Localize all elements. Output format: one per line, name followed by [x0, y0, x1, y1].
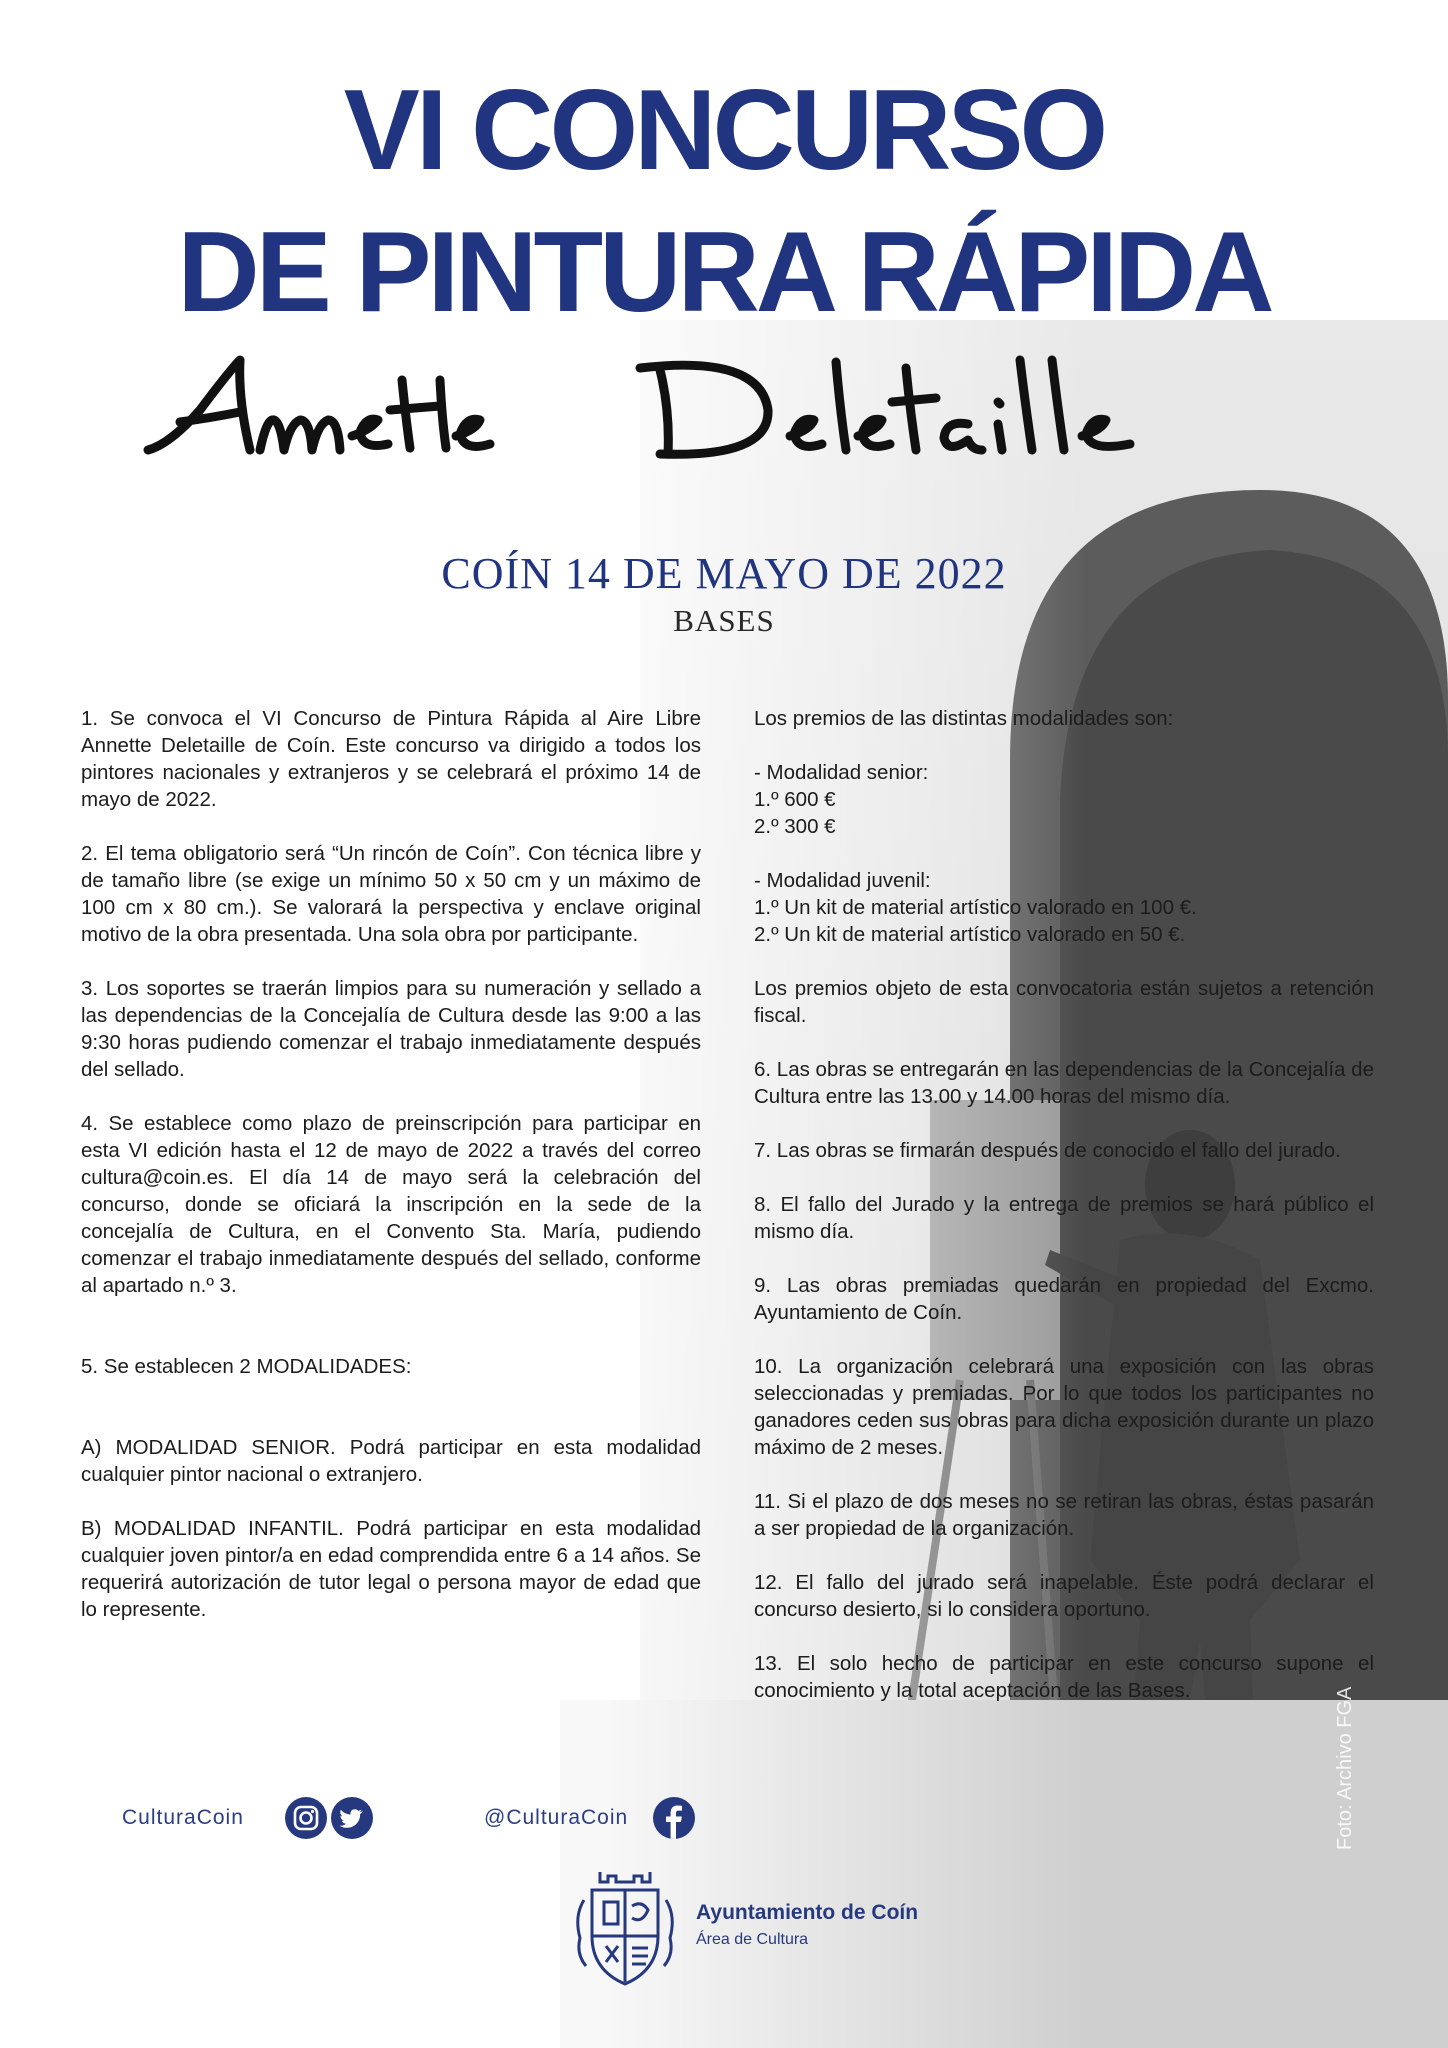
- rule-3: 3. Los soportes se traerán limpios para su numeración y sellado a las dependencias de la Concejalía de Cultura desde las 9:00 a las 9:30 horas pudiendo comenzar el trabajo inmediatamente después del sellado.: [81, 977, 701, 1081]
- rule-11: 11. Si el plazo de dos meses no se retiran las obras, éstas pasarán a ser propiedad de la organización.: [754, 1490, 1374, 1540]
- photo-credit: Foto: Archivo FGA: [1334, 1686, 1356, 1850]
- instagram-icon[interactable]: [284, 1796, 328, 1840]
- rule-9: 9. Las obras premiadas quedarán en propiedad del Excmo. Ayuntamiento de Coín.: [754, 1274, 1374, 1324]
- facebook-icon[interactable]: [652, 1796, 696, 1840]
- social-handle-culturacoin[interactable]: CulturaCoin: [122, 1806, 244, 1829]
- bases-heading: BASES: [673, 603, 775, 638]
- junior-heading: - Modalidad juvenil:: [754, 869, 931, 892]
- modality-senior: A) MODALIDAD SENIOR. Podrá participar en esta modalidad cualquier pintor nacional o extranjero.: [81, 1436, 701, 1486]
- rule-13: 13. El solo hecho de participar en este concurso supone el conocimiento y la total aceptación de las Bases.: [754, 1652, 1374, 1702]
- rule-6: 6. Las obras se entregarán en las dependencias de la Concejalía de Cultura entre las 13.00 y 14.00 horas del mismo día.: [754, 1058, 1374, 1108]
- title-line-2: DE PINTURA RÁPIDA: [177, 209, 1271, 336]
- rule-5: 5. Se establecen 2 MODALIDADES:: [81, 1355, 412, 1378]
- rule-4: 4. Se establece como plazo de preinscripción para participar en esta VI edición hasta el 12 de mayo de 2022 a través del correo cultura@coin.es. El día 14 de mayo será la celebración del concurso, donde se oficiará la inscripción en la sede de la concejalía de Cultura, en el Convento Sta. María, pudiendo comenzar el trabajo inmediatamente después del sellado, conforme al apartado n.º 3.: [81, 1112, 701, 1297]
- rule-2: 2. El tema obligatorio será “Un rincón de Coín”. Con técnica libre y de tamaño libre (se exige un mínimo 50 x 50 cm y un máximo de 100 cm x 80 cm.). Se valorará la perspectiva y enclave original motivo de la obra presentada. Una sola obra por participante.: [81, 842, 701, 946]
- social-bar: [0, 1790, 1448, 1850]
- rule-8: 8. El fallo del Jurado y la entrega de premios se hará público el mismo día.: [754, 1193, 1374, 1243]
- title-line-1: VI CONCURSO: [343, 67, 1105, 194]
- rules-left-column: [81, 705, 701, 1650]
- org-name: Ayuntamiento de Coín: [696, 1901, 919, 1924]
- tax-note: Los premios objeto de esta convocatoria están sujetos a retención fiscal.: [754, 977, 1374, 1027]
- rule-7: 7. Las obras se firmarán después de conocido el fallo del jurado.: [754, 1139, 1341, 1162]
- rule-1: 1. Se convoca el VI Concurso de Pintura Rápida al Aire Libre Annette Deletaille de Coín. Este concurso va dirigido a todos los pintores nacionales y extranjeros y se celebrará el próximo 14 de mayo de 2022.: [81, 707, 701, 811]
- junior-prize-1: 1.º Un kit de material artístico valorado en 100 €.: [754, 896, 1197, 919]
- rule-12: 12. El fallo del jurado será inapelable. Éste podrá declarar el concurso desierto, si lo considera oportuno.: [754, 1571, 1374, 1621]
- social-handle-at-culturacoin[interactable]: @CulturaCoin: [484, 1806, 629, 1829]
- rule-10: 10. La organización celebrará una exposición con las obras seleccionadas y premiadas. Por lo que todos los participantes no ganadores ceden sus obras para dicha exposición durante un plazo máximo de 2 meses.: [754, 1355, 1374, 1459]
- junior-prize-2: 2.º Un kit de material artístico valorado en 50 €.: [754, 923, 1186, 946]
- senior-heading: - Modalidad senior:: [754, 761, 929, 784]
- event-date: COÍN 14 DE MAYO DE 2022: [441, 549, 1007, 598]
- twitter-icon[interactable]: [330, 1796, 374, 1840]
- senior-prize-2: 2.º 300 €: [754, 815, 836, 838]
- coin-coat-of-arms-logo: [570, 1866, 680, 1990]
- prizes-intro: Los premios de las distintas modalidades son:: [754, 707, 1174, 730]
- senior-prize-1: 1.º 600 €: [754, 788, 836, 811]
- org-area: Área de Cultura: [696, 1931, 809, 1948]
- rules-right-column: [754, 705, 1374, 1731]
- signature-annette-deletaille: [140, 340, 1310, 500]
- modality-infantil: B) MODALIDAD INFANTIL. Podrá participar en esta modalidad cualquier joven pintor/a en edad comprendida entre 6 a 14 años. Se requerirá autorización de tutor legal o persona mayor de edad que lo represente.: [81, 1517, 701, 1621]
